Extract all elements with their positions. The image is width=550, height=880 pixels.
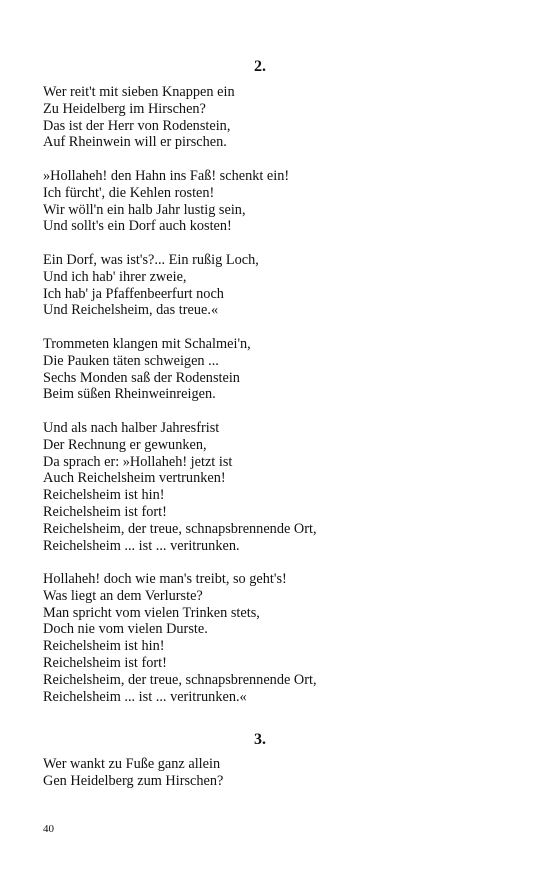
- verse-line: Wer wankt zu Fuße ganz allein: [43, 756, 221, 772]
- verse-line: Wir wöll'n ein halb Jahr lustig sein,: [43, 201, 246, 218]
- section-number: 3.: [254, 731, 266, 748]
- verse-line: Und als nach halber Jahresfrist: [43, 420, 220, 436]
- stanza: [43, 336, 523, 403]
- stanza: [43, 420, 523, 554]
- stanza: [43, 252, 523, 319]
- verse-line: Reichelsheim ... ist ... veritrunken.: [43, 537, 240, 554]
- verse-line: Sechs Monden saß der Rodenstein: [43, 369, 240, 386]
- section-number: 2.: [254, 58, 266, 75]
- verse-line: Auch Reichelsheim vertrunken!: [43, 470, 226, 487]
- stanza: [43, 756, 523, 790]
- verse-line: Der Rechnung er gewunken,: [43, 436, 207, 453]
- verse-line: Zu Heidelberg im Hirschen?: [43, 100, 206, 117]
- verse-line: Auf Rheinwein will er pirschen.: [43, 134, 227, 151]
- verse-line: Man spricht vom vielen Trinken stets,: [43, 604, 260, 621]
- verse-line: »Hollaheh! den Hahn ins Faß! schenkt ein!: [43, 168, 290, 184]
- verse-line: Wer reit't mit sieben Knappen ein: [43, 84, 235, 100]
- stanza: [43, 571, 523, 705]
- verse-line: Ich hab' ja Pfaffenbeerfurt noch: [43, 285, 224, 302]
- verse-line: Beim süßen Rheinweinreigen.: [43, 386, 216, 403]
- verse-line: Gen Heidelberg zum Hirschen?: [43, 772, 224, 789]
- verse-line: Was liegt an dem Verlurste?: [43, 587, 203, 604]
- verse-line: Reichelsheim ist hin!: [43, 487, 165, 504]
- verse-line: Reichelsheim ist hin!: [43, 638, 165, 655]
- verse-line: Reichelsheim ist fort!: [43, 654, 167, 671]
- verse-line: Reichelsheim ... ist ... veritrunken.«: [43, 688, 247, 705]
- verse-line: Ein Dorf, was ist's?... Ein rußig Loch,: [43, 252, 259, 268]
- verse-line: Reichelsheim, der treue, schnapsbrennende Ort,: [43, 671, 317, 688]
- verse-line: Und sollt's ein Dorf auch kosten!: [43, 218, 232, 235]
- verse-line: Doch nie vom vielen Durste.: [43, 621, 208, 638]
- verse-line: Und ich hab' ihrer zweie,: [43, 268, 187, 285]
- verse-line: Da sprach er: »Hollaheh! jetzt ist: [43, 453, 233, 470]
- page-number: 40: [43, 823, 54, 835]
- verse-line: Reichelsheim ist fort!: [43, 503, 167, 520]
- verse-line: Die Pauken täten schweigen ...: [43, 352, 219, 369]
- verse-line: Hollaheh! doch wie man's treibt, so geht's!: [43, 571, 287, 587]
- verse-line: Und Reichelsheim, das treue.«: [43, 302, 219, 319]
- stanza: [43, 84, 523, 151]
- verse-line: Reichelsheim, der treue, schnapsbrennende Ort,: [43, 520, 317, 537]
- verse-line: Das ist der Herr von Rodenstein,: [43, 117, 231, 134]
- verse-line: Trommeten klangen mit Schalmei'n,: [43, 336, 251, 352]
- stanza: [43, 168, 523, 235]
- verse-line: Ich fürcht', die Kehlen rosten!: [43, 184, 215, 201]
